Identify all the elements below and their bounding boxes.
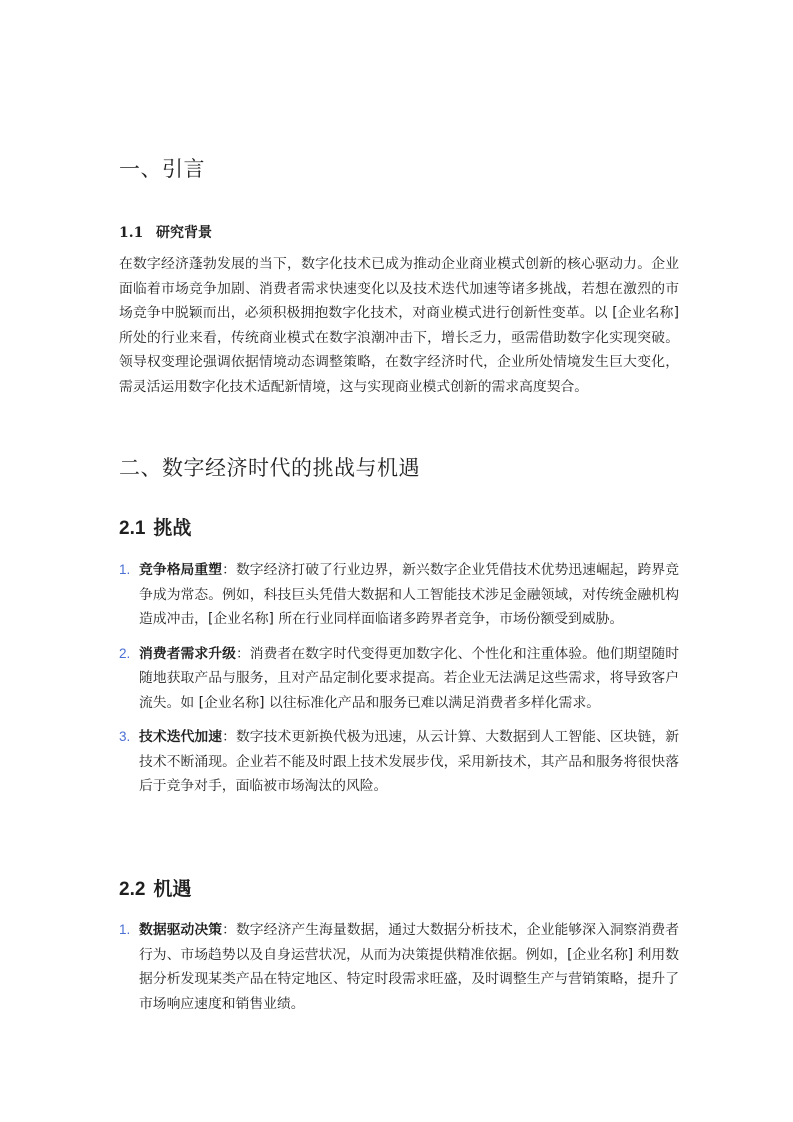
subsection-title: 机遇 [153,878,192,900]
subsection-title: 挑战 [153,517,192,539]
subsection-heading-opportunities [119,876,191,903]
opportunities-list [119,918,679,1026]
item-separator: ： [222,922,236,938]
list-item [119,558,679,632]
item-term: 技术迭代加速 [139,729,223,745]
subsection-number: 1.1 [119,225,144,241]
item-separator: ： [235,645,250,662]
item-term: 竞争格局重塑 [139,562,223,578]
subsection-number: 2.1 [119,518,146,539]
list-item [119,918,679,1016]
item-separator: ： [222,562,236,578]
section-heading-introduction: 一、引言 [119,157,205,181]
section-heading-challenges-opportunities: 二、数字经济时代的挑战与机遇 [119,456,420,480]
item-term: 消费者需求升级 [139,645,236,662]
list-marker: 1. [119,922,131,937]
list-item [119,725,679,799]
subsection-heading-challenges [119,515,191,542]
subsection-title: 研究背景 [156,225,212,241]
item-text: 数字经济产生海量数据，通过大数据分析技术，企业能够深入洞察消费者行为、市场趋势以及自身运营状况，从而为决策提供精准依据。例如，[企业名称] 利用数据分析发现某类产品在特定地区、特定时段需求旺盛，及时调整生产与营销策略，提升了市场响应速度和销售业绩。 [139,922,680,1012]
list-marker: 1. [119,562,131,577]
list-marker: 3. [119,729,131,744]
background-paragraph: 在数字经济蓬勃发展的当下，数字化技术已成为推动企业商业模式创新的核心驱动力。企业面临着市场竞争加剧、消费者需求快速变化以及技术迭代加速等诸多挑战，若想在激烈的市场竞争中脱颖而出，必须积极拥抱数字化技术，对商业模式进行创新性变革。以 [企业名称] 所处的行业来看，传统商业模式在数字浪潮冲击下，增长乏力，亟需借助数字化实现突破。领导权变理论强调依据情境动态调整策略，在数字经济时代，企业所处情境发生巨大变化，需灵活运用数字化技术适配新情境，这与实现商业模式创新的需求高度契合。 [119,256,679,395]
challenges-list [119,558,679,809]
list-marker: 2. [119,645,131,661]
item-text: 数字经济打破了行业边界，新兴数字企业凭借技术优势迅速崛起，跨界竞争成为常态。例如，科技巨头凭借大数据和人工智能技术涉足金融领域，对传统金融机构造成冲击，[企业名称] 所在行业同样面临诸多跨界者竞争，市场份额受到威胁。 [139,562,680,627]
item-text: 数字技术更新换代极为迅速，从云计算、大数据到人工智能、区块链，新技术不断涌现。企业若不能及时跟上技术发展步伐，采用新技术，其产品和服务将很快落后于竞争对手，面临被市场淘汰的风险。 [139,729,680,794]
item-term: 数据驱动决策 [139,922,223,938]
subsection-heading-research-background [119,223,212,243]
subsection-number: 2.2 [119,879,146,900]
list-item [119,642,679,716]
item-separator: ： [222,729,236,745]
item-text: 消费者在数字时代变得更加数字化、个性化和注重体验。他们期望随时随地获取产品与服务，且对产品定制化要求提高。若企业无法满足这些需求，将导致客户流失。如 [企业名称] 以往标准化产品和服务已难以满足消费者多样化需求。 [139,645,680,711]
